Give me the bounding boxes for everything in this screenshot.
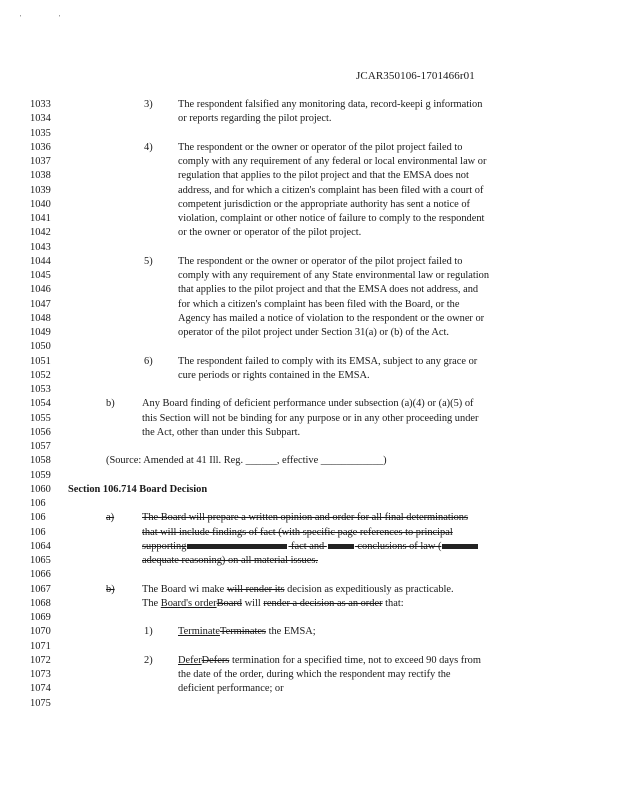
- scan-corner-marks: [20, 14, 96, 22]
- text-segment: that applies to the pilot project and that the EMSA does not address, and: [178, 284, 479, 296]
- line-text: [178, 298, 459, 312]
- text-segment: regulation that applies to the pilot project and that the EMSA does not: [178, 170, 469, 182]
- line-number: 1069: [30, 612, 51, 623]
- line-text: [178, 98, 482, 112]
- subsection-label: 4): [144, 141, 153, 153]
- line-text: [178, 141, 463, 155]
- document-line: [0, 568, 618, 582]
- text-segment: competent jurisdiction or the appropriate authority has sent a notice of: [178, 198, 471, 210]
- text-segment: Any Board finding of deficient performance under subsection (a)(4) or (a)(5) of: [142, 398, 474, 410]
- scan-mark: ': [59, 14, 61, 22]
- deleted-text: will render its: [226, 583, 285, 595]
- line-number: 1070: [30, 626, 51, 638]
- document-line: [0, 583, 618, 597]
- document-line: [0, 668, 618, 682]
- document-line: [0, 397, 618, 411]
- line-number: 1064: [30, 540, 51, 552]
- document-line: [0, 625, 618, 639]
- text-segment: or the owner or operator of the pilot project.: [178, 227, 362, 239]
- document-line: [0, 212, 618, 226]
- line-number: 1041: [30, 213, 51, 224]
- line-number: 1067: [30, 583, 51, 595]
- document-line: [0, 511, 618, 525]
- document-line: [0, 597, 618, 611]
- document-line: [0, 169, 618, 183]
- document-line: [0, 412, 618, 426]
- document-line: [0, 483, 618, 497]
- deleted-text: supporting: [142, 540, 187, 552]
- document-line: [0, 554, 618, 568]
- line-text: [178, 255, 463, 269]
- text-segment: that:: [382, 597, 404, 609]
- subsection-label: 2): [144, 654, 153, 666]
- redaction-smudge: [442, 544, 478, 549]
- document-line: [0, 112, 618, 126]
- text-segment: deficient performance; or: [178, 683, 284, 695]
- line-number: 1059: [30, 469, 51, 481]
- line-number: 1056: [30, 426, 51, 438]
- line-text: [178, 312, 484, 326]
- line-text: [68, 483, 207, 497]
- text-segment: comply with any requirement of any State environmental law or regulation: [178, 270, 490, 281]
- line-number: 1037: [30, 156, 51, 167]
- inserted-text: Board's order: [160, 597, 217, 609]
- document-id: JCAR350106-1701466r01: [356, 70, 475, 82]
- document-line: [0, 355, 618, 369]
- document-line: [0, 283, 618, 297]
- line-text: [142, 597, 404, 611]
- text-segment: The respondent or the owner or operator of the pilot project failed to: [178, 141, 463, 153]
- document-line: [0, 269, 618, 283]
- text-segment: decision as expeditiously as practicable.: [284, 583, 454, 595]
- document-line: [0, 98, 618, 112]
- line-number: 1042: [30, 227, 51, 239]
- text-segment: violation, complaint or other notice of failure to comply to the respondent: [178, 213, 485, 224]
- line-text: [178, 326, 449, 340]
- deleted-text: that will include findings of fact (with specific page references to principal: [142, 526, 453, 538]
- subsection-label: 5): [144, 255, 153, 267]
- line-text: [142, 540, 479, 554]
- subsection-label: 1): [144, 626, 153, 638]
- line-text: [178, 355, 477, 369]
- document-line: [0, 312, 618, 326]
- text-segment: The respondent falsified any monitoring data, record-keepi g information: [178, 99, 483, 110]
- document-line: [0, 198, 618, 212]
- text-segment: comply with any requirement of any federal or local environmental law or: [178, 156, 487, 167]
- text-segment: cure periods or rights contained in the EMSA.: [178, 369, 370, 381]
- line-text: [178, 169, 469, 183]
- subsection-label: b): [106, 398, 115, 410]
- text-segment: The: [142, 597, 161, 609]
- line-text: [142, 583, 454, 597]
- text-segment: for which a citizen's complaint has been filed with the Board, or the: [178, 298, 460, 310]
- line-text: [178, 212, 484, 226]
- text-segment: operator of the pilot project under Section 31(a) or (b) of the Act.: [178, 327, 449, 338]
- line-number: 1071: [30, 640, 51, 652]
- line-text: [178, 112, 332, 126]
- subsection-label: a): [106, 512, 115, 524]
- deleted-text: render a decision as an order: [263, 597, 383, 609]
- line-text: [178, 625, 316, 639]
- line-number: 1046: [30, 284, 51, 296]
- line-number: 1057: [30, 441, 51, 452]
- deleted-text: fact and: [288, 540, 327, 552]
- subsection-label: 6): [144, 355, 153, 367]
- line-number: 1043: [30, 241, 51, 253]
- line-number: 1074: [30, 683, 51, 695]
- document-line: [0, 184, 618, 198]
- line-number: 1050: [30, 341, 51, 353]
- line-text: [142, 426, 300, 440]
- line-number: 1052: [30, 369, 51, 381]
- deleted-text: conclusions of law (: [354, 540, 442, 552]
- document-line: [0, 497, 618, 511]
- line-number: 1044: [30, 255, 51, 267]
- line-text: [106, 454, 387, 468]
- deleted-text: Board: [216, 597, 243, 609]
- line-number: 1047: [30, 298, 51, 310]
- document-line: [0, 454, 618, 468]
- text-segment: termination for a specified time, not to exceed 90 days from: [229, 654, 481, 666]
- document-line: [0, 697, 618, 711]
- document-line: [0, 611, 618, 625]
- document-line: [0, 469, 618, 483]
- line-number: 1055: [30, 412, 51, 424]
- line-number: 1049: [30, 327, 51, 338]
- document-line: [0, 426, 618, 440]
- line-text: [178, 184, 483, 198]
- line-number: 106: [30, 526, 46, 538]
- line-number: 106: [30, 512, 46, 524]
- line-number: 1048: [30, 312, 51, 324]
- document-line: [0, 540, 618, 554]
- line-number: 1075: [30, 697, 51, 709]
- document-line: [0, 526, 618, 540]
- line-text: [178, 226, 361, 240]
- line-number: 1058: [30, 455, 51, 467]
- line-number: 1038: [30, 170, 51, 182]
- document-line: [0, 369, 618, 383]
- line-text: [178, 682, 284, 696]
- line-number: 1053: [30, 384, 51, 395]
- document-line: [0, 326, 618, 340]
- section-heading: Section 106.714 Board Decision: [68, 483, 208, 495]
- line-text: [178, 668, 451, 682]
- line-text: [178, 369, 370, 383]
- text-segment: The Board wi make: [142, 583, 227, 595]
- document-line: [0, 255, 618, 269]
- line-text: [178, 155, 486, 169]
- text-segment: the Act, other than under this Subpart.: [142, 426, 301, 438]
- line-number: 1066: [30, 569, 51, 581]
- line-text: [142, 511, 468, 525]
- line-number: 1051: [30, 355, 51, 367]
- document-line: [0, 141, 618, 155]
- text-segment: address, and for which a citizen's complaint has been filed with a court of: [178, 184, 484, 196]
- document-line: [0, 127, 618, 141]
- line-number: 1060: [30, 483, 51, 495]
- text-segment: The respondent failed to comply with its EMSA, subject to any grace or: [178, 355, 478, 367]
- line-number: 1073: [30, 669, 51, 680]
- redaction-smudge: [187, 544, 287, 549]
- line-number: 1054: [30, 398, 51, 410]
- line-number: 1040: [30, 198, 51, 210]
- document-line: [0, 682, 618, 696]
- text-segment: will: [242, 597, 264, 609]
- line-text: [142, 554, 318, 568]
- line-number: 1033: [30, 99, 51, 110]
- document-line: [0, 340, 618, 354]
- scan-mark: ': [20, 14, 22, 22]
- document-line: [0, 640, 618, 654]
- subsection-label: 3): [144, 99, 153, 110]
- line-number: 1068: [30, 597, 51, 609]
- line-number: 1034: [30, 113, 51, 125]
- subsection-label: b): [106, 583, 115, 595]
- inserted-text: Terminate: [178, 626, 220, 638]
- inserted-text: Defer: [178, 654, 202, 666]
- text-segment: the EMSA;: [265, 626, 316, 638]
- document-line: [0, 241, 618, 255]
- line-number: 106: [30, 498, 46, 509]
- document-line: [0, 440, 618, 454]
- text-segment: The respondent or the owner or operator of the pilot project failed to: [178, 255, 463, 267]
- text-segment: (Source: Amended at 41 Ill. Reg. ______, effective ____________): [106, 455, 387, 467]
- document-line: [0, 654, 618, 668]
- deleted-text: Terminates: [219, 626, 266, 638]
- document-line: [0, 383, 618, 397]
- document-line: [0, 226, 618, 240]
- line-text: [178, 198, 470, 212]
- line-number: 1036: [30, 141, 51, 153]
- line-text: [142, 526, 453, 540]
- line-number: 1035: [30, 127, 51, 139]
- line-number: 1065: [30, 555, 51, 566]
- line-text: [178, 283, 478, 297]
- text-segment: the date of the order, during which the respondent may rectify the: [178, 669, 451, 680]
- text-segment: Agency has mailed a notice of violation to the respondent or the owner or: [178, 312, 485, 324]
- line-number: 1039: [30, 184, 51, 196]
- redaction-smudge: [328, 544, 354, 549]
- line-text: [178, 654, 481, 668]
- line-number: 1045: [30, 270, 51, 281]
- deleted-text: Defers: [201, 654, 230, 666]
- line-text: [178, 269, 489, 283]
- text-segment: this Section will not be binding for any purpose or in any other proceeding under: [142, 412, 479, 424]
- deleted-text: adequate reasoning) on all material issues.: [142, 555, 319, 566]
- document-line: [0, 155, 618, 169]
- line-text: [142, 397, 474, 411]
- document-line: [0, 298, 618, 312]
- deleted-text: The Board will prepare a written opinion and order for all final determinations: [142, 512, 469, 524]
- line-number: 1072: [30, 654, 51, 666]
- text-segment: or reports regarding the pilot project.: [178, 113, 332, 125]
- line-text: [142, 412, 478, 426]
